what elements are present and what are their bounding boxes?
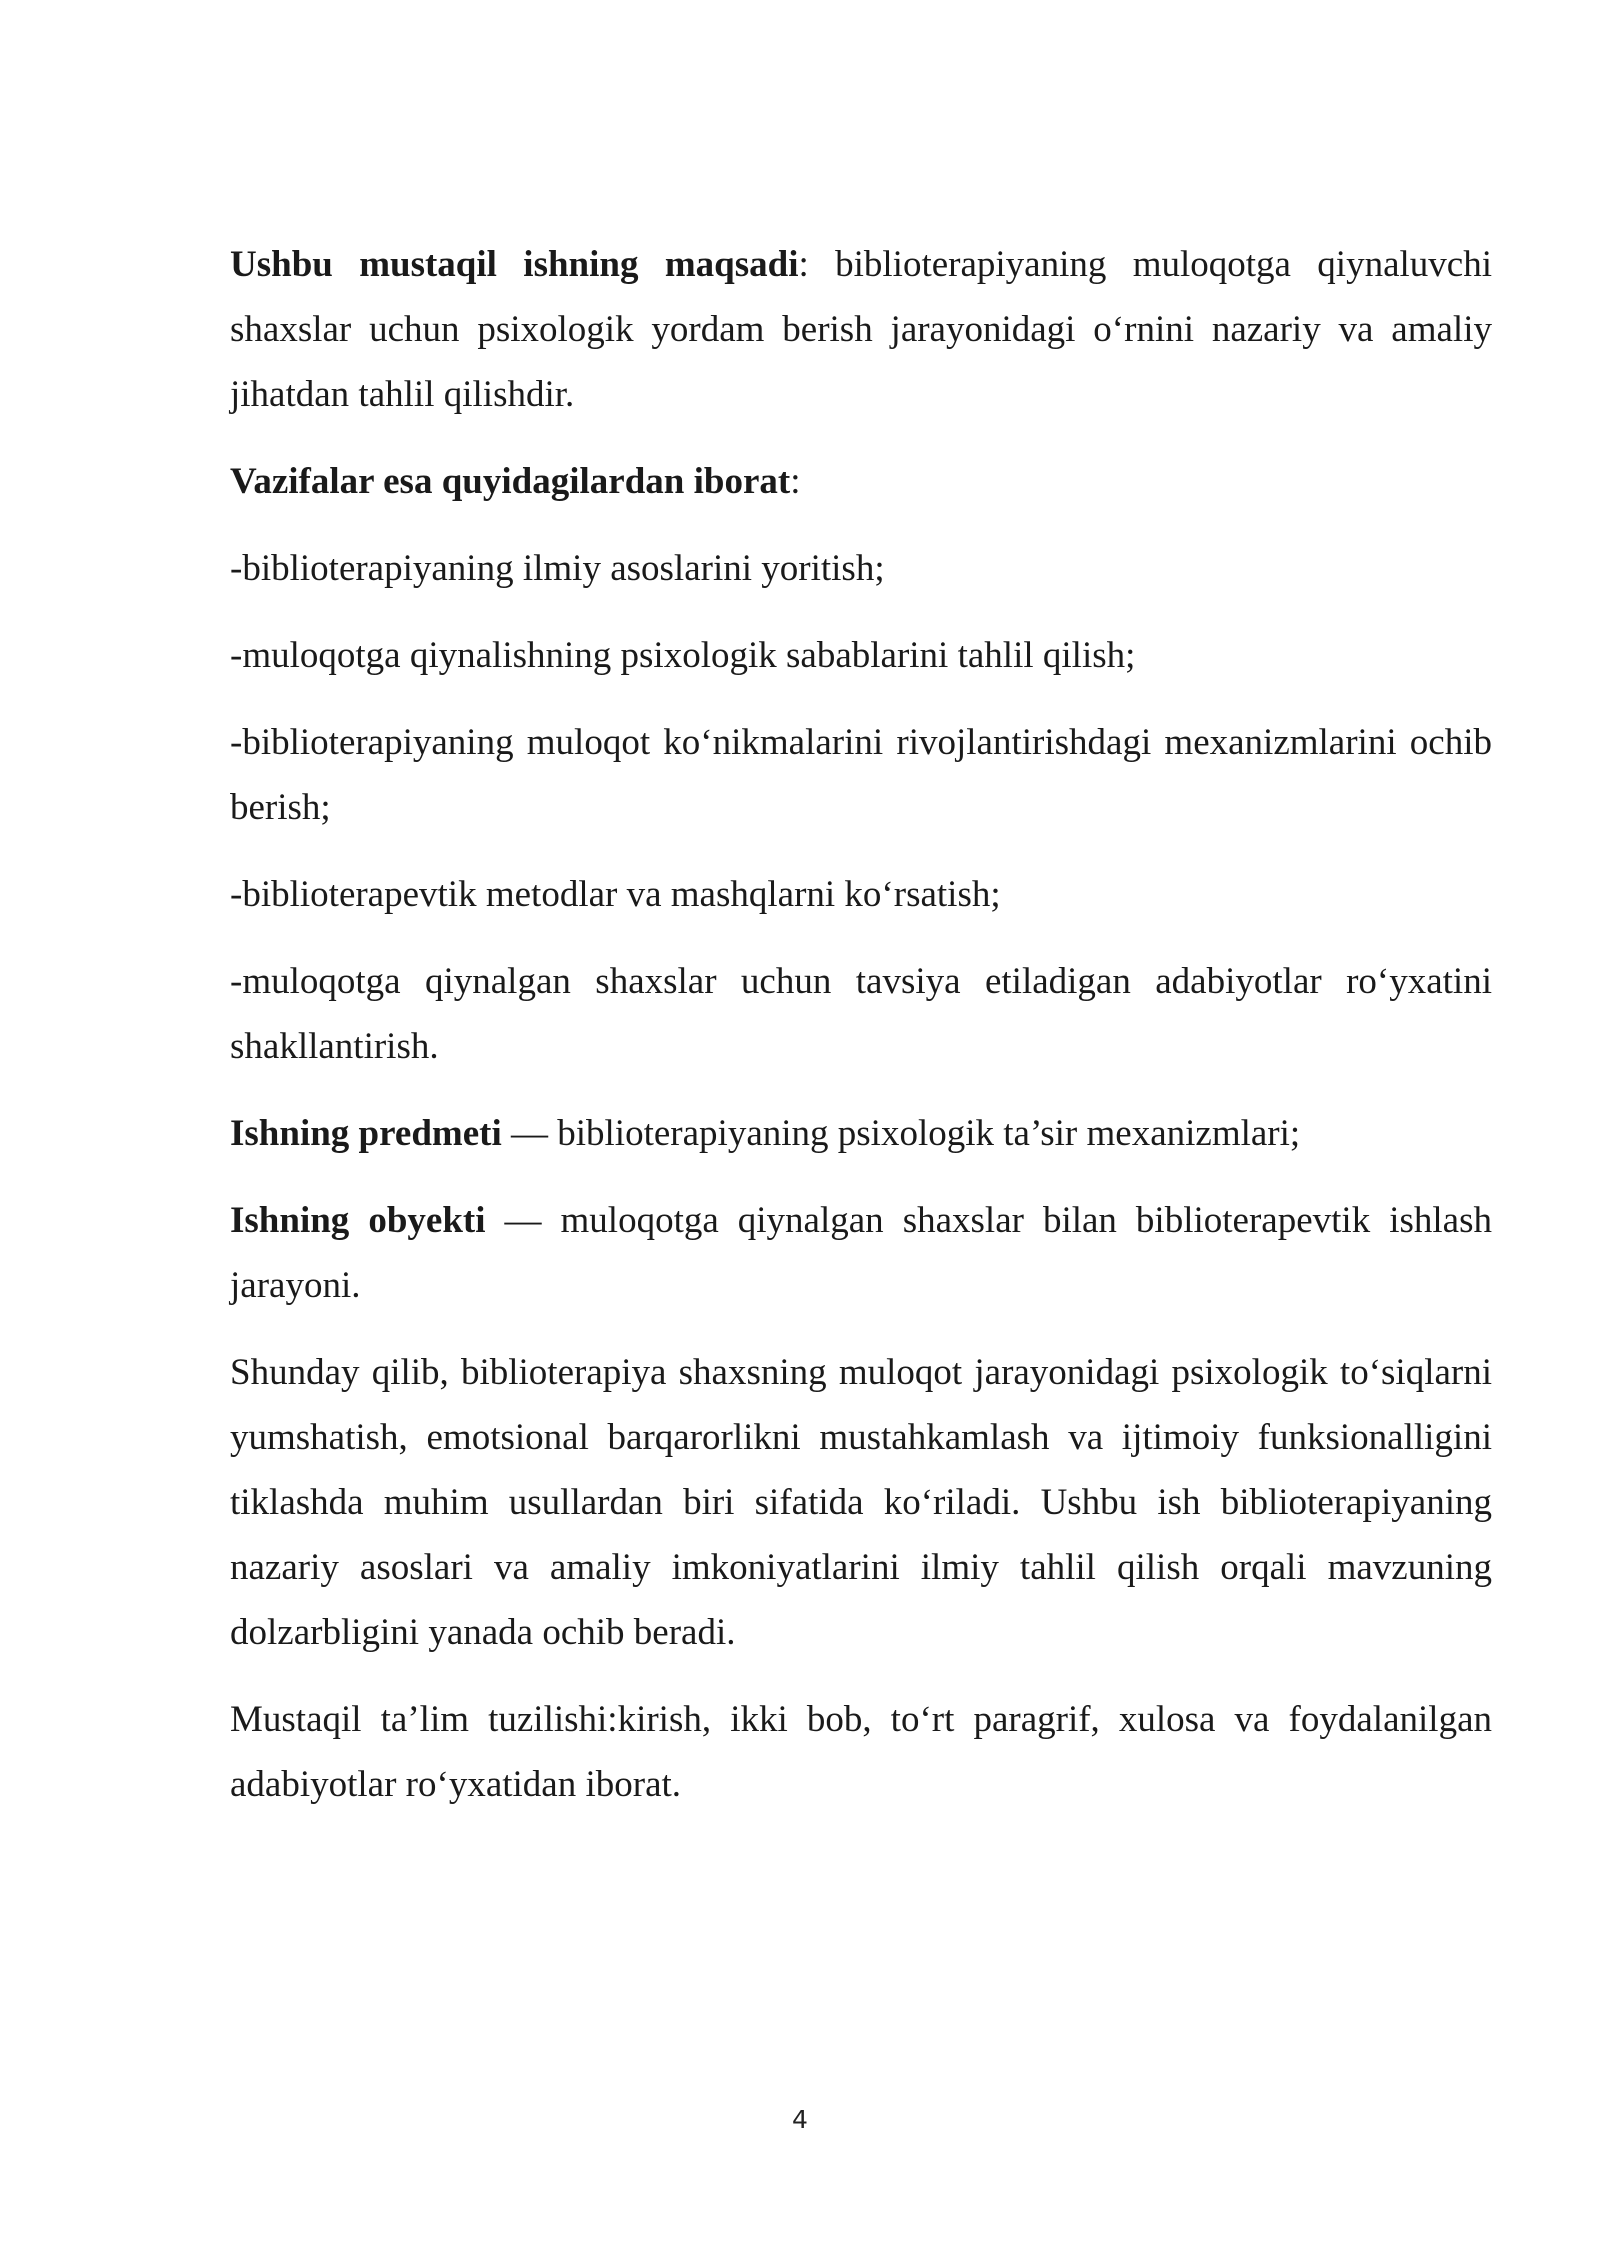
task-item-2: -muloqotga qiynalishning psixologik sabablarini tahlil qilish; (230, 635, 1136, 676)
page-number: 4 (792, 2105, 808, 2134)
paragraph-aim (230, 232, 1492, 427)
task-item-4: -biblioterapevtik metodlar va mashqlarni ko‘rsatish; (230, 874, 1001, 915)
document-body (230, 232, 1492, 1839)
paragraph-tasks-heading (230, 449, 1492, 514)
aim-text: : biblioterapiyaning muloqotga qiynaluvchi shaxslar uchun psixologik yordam berish jarayonidagi o‘rnini nazariy va amaliy jihatdan tahlil qilishdir. (230, 244, 1492, 415)
paragraph-structure: Mustaqil ta’lim tuzilishi:kirish, ikki bob, to‘rt paragrif, xulosa va foydalanilgan adabiyotlar ro‘yxatidan iborat. (230, 1699, 1492, 1805)
tasks-heading: Vazifalar esa quyidagilardan iborat (230, 461, 791, 502)
object-text: — muloqotga qiynalgan shaxslar bilan biblioterapevtik ishlash jarayoni. (230, 1200, 1492, 1306)
tasks-heading-colon: : (790, 461, 801, 502)
subject-heading: Ishning predmeti (230, 1113, 502, 1154)
task-item-1: -biblioterapiyaning ilmiy asoslarini yoritish; (230, 548, 885, 589)
paragraph-object (230, 1188, 1492, 1318)
subject-text: — biblioterapiyaning psixologik ta’sir mexanizmlari; (501, 1113, 1301, 1154)
paragraph-conclusion: Shunday qilib, biblioterapiya shaxsning muloqot jarayonidagi psixologik to‘siqlarni yumshatish, emotsional barqarorlikni mustahkamlash va ijtimoiy funksionalligini tiklashda muhim usullardan biri sifatida ko‘riladi. Ushbu ish biblioterapiyaning nazariy asoslari va amaliy imkoniyatlarini ilmiy tahlil qilish orqali mavzuning dolzarbligini yanada ochib beradi. (230, 1352, 1492, 1653)
task-item-5: -muloqotga qiynalgan shaxslar uchun tavsiya etiladigan adabiyotlar ro‘yxatini shakllantirish. (230, 961, 1492, 1067)
task-item-3: -biblioterapiyaning muloqot ko‘nikmalarini rivojlantirishdagi mexanizmlarini ochib berish; (230, 722, 1492, 828)
aim-heading: Ushbu mustaqil ishning maqsadi (230, 244, 799, 285)
object-heading: Ishning obyekti (230, 1200, 486, 1241)
paragraph-subject (230, 1101, 1492, 1166)
